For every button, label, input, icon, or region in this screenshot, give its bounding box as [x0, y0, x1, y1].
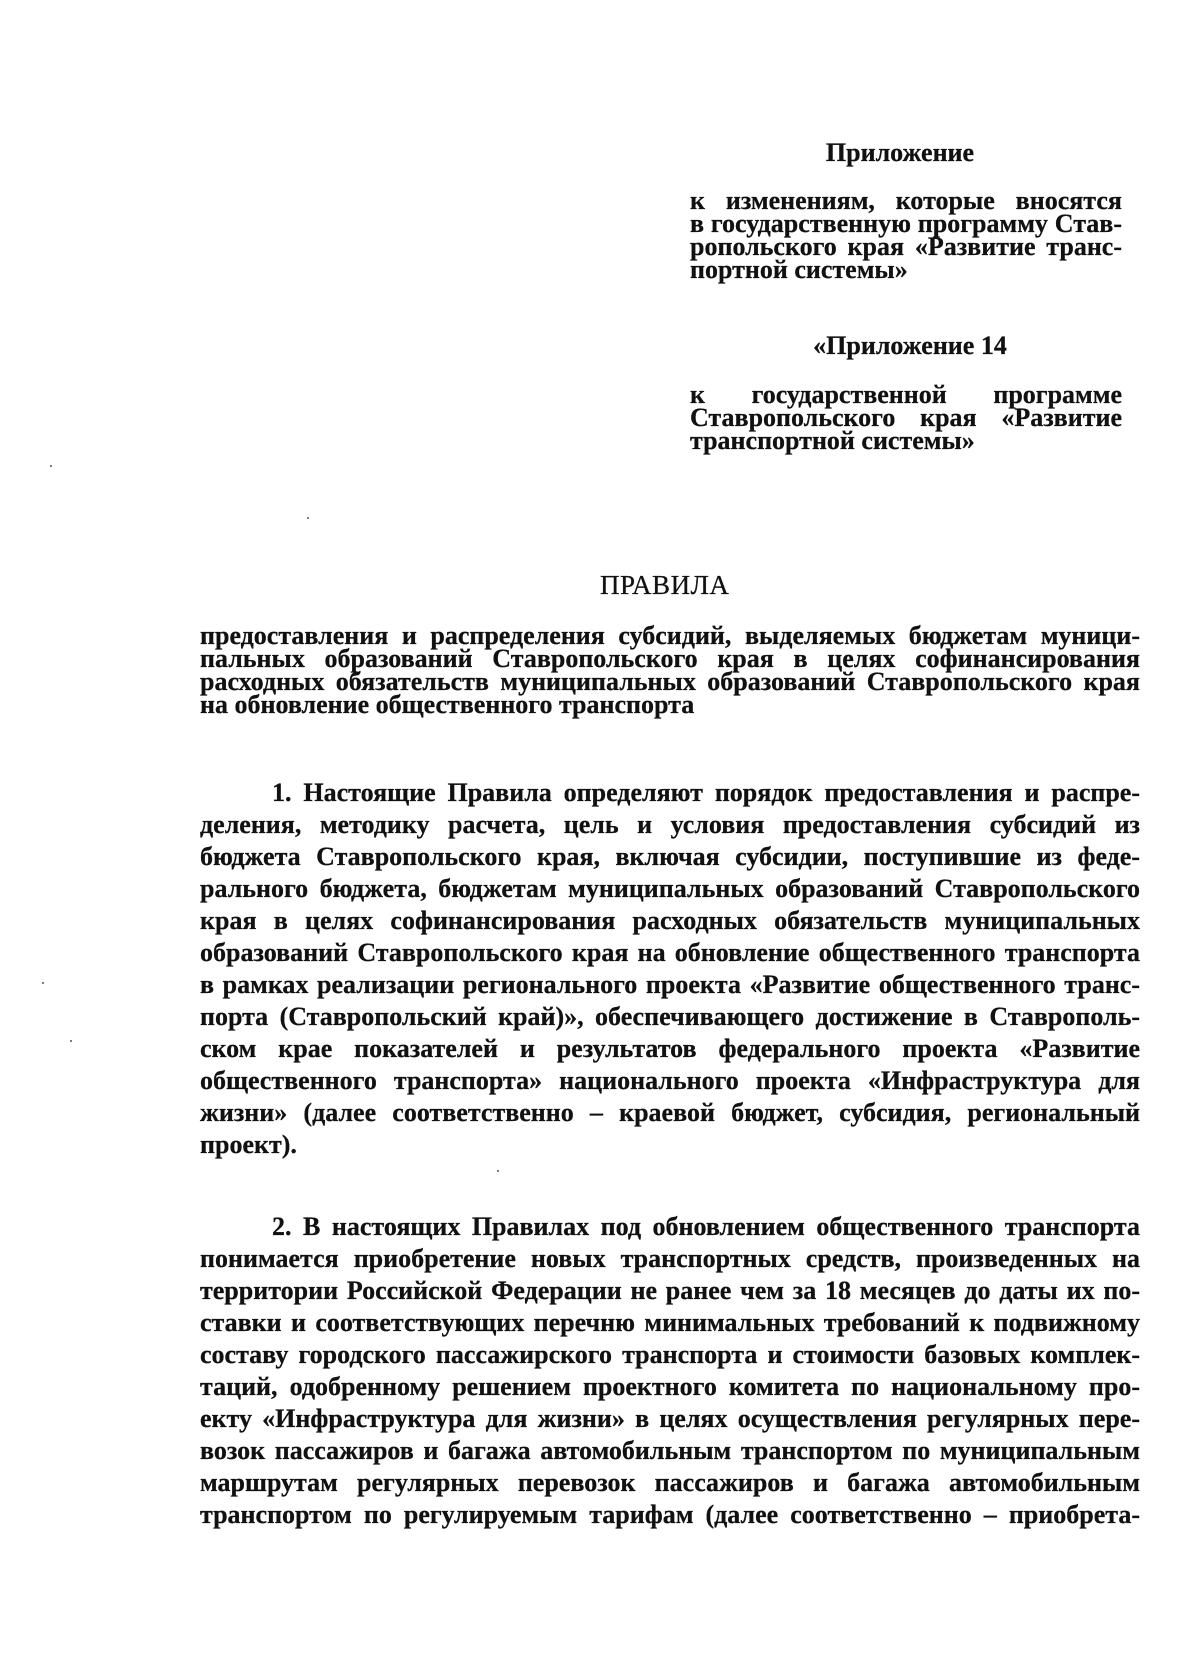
paragraph-1-line: 1. Настоящие Правила определяют порядок предоставления и распре-: [272, 778, 1140, 807]
scan-speck: [70, 1040, 72, 1042]
paragraph-1-line: порта (Ставропольский край)», обеспечивающего достижение в Ставрополь-: [200, 1002, 1140, 1031]
appendix-line-3: ропольского края «Развитие транс-: [690, 232, 1122, 261]
paragraph-2-line: 2. В настоящих Правилах под обновлением общественного транспорта: [272, 1212, 1140, 1241]
scan-speck: [50, 465, 52, 467]
paragraph-1-line: рального бюджета, бюджетам муниципальных образований Ставропольского: [200, 874, 1140, 903]
paragraph-1-line: проект).: [200, 1130, 297, 1159]
paragraph-1-line: общественного транспорта» национального проекта «Инфраструктура для: [200, 1066, 1140, 1095]
paragraph-2-line: маршрутам регулярных перевозок пассажиров и багажа автомобильным: [200, 1468, 1140, 1497]
paragraph-1-line: в рамках реализации регионального проекта «Развитие общественного транс-: [200, 970, 1140, 999]
paragraph-2-line: понимается приобретение новых транспортных средств, произведенных на: [200, 1244, 1140, 1273]
paragraph-1-line: края в целях софинансирования расходных обязательств муниципальных: [200, 906, 1140, 935]
paragraph-2-line: территории Российской Федерации не ранее чем за 18 месяцев до даты их по-: [200, 1276, 1140, 1305]
rules-subtitle-line-2: пальных образований Ставропольского края в целях софинансирования: [200, 644, 1140, 673]
paragraph-2-line: таций, одобренному решением проектного комитета по национальному про-: [200, 1372, 1140, 1401]
paragraph-2-line: транспортом по регулируемым тарифам (далее соответственно – приобрета-: [200, 1500, 1140, 1529]
appendix14-line-2: Ставропольского края «Развитие: [690, 403, 1122, 432]
rules-subtitle-line-4: на обновление общественного транспорта: [200, 690, 695, 719]
paragraph-1-line: образований Ставропольского края на обновление общественного транспорта: [200, 938, 1140, 967]
paragraph-2-line: ставки и соответствующих перечню минимальных требований к подвижному: [200, 1308, 1140, 1337]
scan-speck: [42, 982, 44, 984]
appendix14-line-3: транспортной системы»: [690, 426, 975, 455]
scan-speck: [307, 517, 309, 519]
appendix-title: Приложение: [825, 138, 975, 167]
appendix-line-2: в государственную программу Став-: [690, 209, 1122, 238]
paragraph-1-line: деления, методику расчета, цель и условия предоставления субсидий из: [200, 810, 1140, 839]
appendix-line-1: к изменениям, которые вносятся: [690, 186, 1122, 215]
rules-subtitle-line-1: предоставления и распределения субсидий, выделяемых бюджетам муници-: [200, 621, 1140, 650]
paragraph-2-line: екту «Инфраструктура для жизни» в целях осуществления регулярных пере-: [200, 1404, 1140, 1433]
appendix14-title: «Приложение 14: [813, 331, 1007, 360]
paragraph-1-line: ском крае показателей и результатов федерального проекта «Развитие: [200, 1034, 1140, 1063]
rules-subtitle-line-3: расходных обязательств муниципальных образований Ставропольского края: [200, 667, 1140, 696]
rules-title: ПРАВИЛА: [600, 570, 730, 600]
paragraph-1-line: жизни» (далее соответственно – краевой бюджет, субсидия, региональный: [200, 1098, 1140, 1127]
paragraph-2-line: составу городского пассажирского транспорта и стоимости базовых комплек-: [200, 1340, 1140, 1369]
paragraph-2-line: возок пассажиров и багажа автомобильным транспортом по муниципальным: [200, 1436, 1140, 1465]
appendix-line-4: портной системы»: [690, 255, 908, 284]
appendix14-line-1: к государственной программе: [690, 380, 1122, 409]
paragraph-1-line: бюджета Ставропольского края, включая субсидии, поступившие из феде-: [200, 842, 1140, 871]
scan-speck: [497, 1170, 499, 1172]
